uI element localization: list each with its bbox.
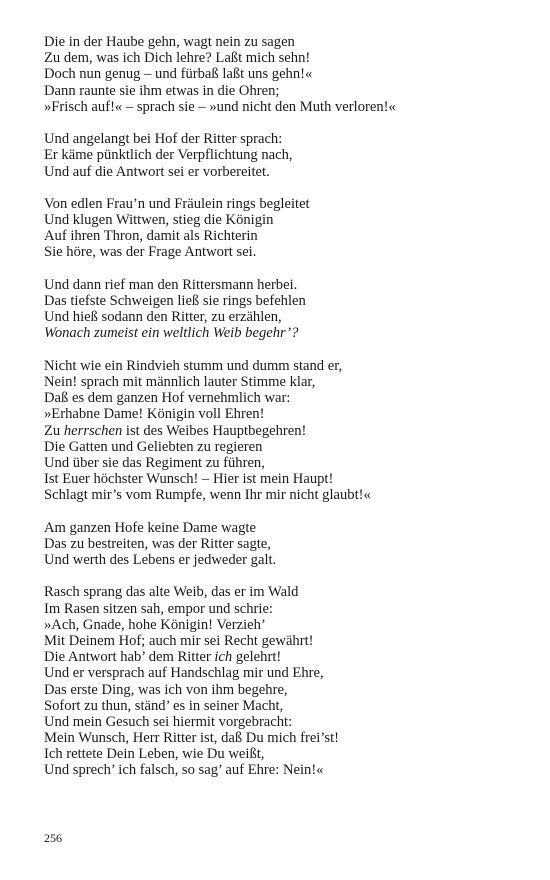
verse-text: Daß es dem ganzen Hof vernehmlich war: bbox=[44, 390, 291, 407]
verse-line bbox=[44, 244, 524, 260]
verse-line bbox=[44, 584, 524, 600]
verse-text: Zu dem, was ich Dich lehre? Laßt mich sehn! bbox=[44, 50, 311, 67]
italic-text: herrschen bbox=[63, 422, 123, 439]
verse-text: Am ganzen Hofe keine Dame wagte bbox=[44, 519, 256, 536]
verse-text: ist des Weibes Hauptbegehren! bbox=[122, 422, 307, 439]
verse-line bbox=[44, 196, 524, 212]
verse-line bbox=[44, 325, 524, 341]
verse-line bbox=[44, 277, 524, 293]
verse-line bbox=[44, 649, 524, 665]
verse-line bbox=[44, 358, 524, 374]
verse-line bbox=[44, 66, 524, 82]
verse-line bbox=[44, 406, 524, 422]
verse-text: Doch nun genug – und fürbaß laßt uns gehn!« bbox=[44, 66, 313, 83]
verse-line bbox=[44, 730, 524, 746]
verse-line bbox=[44, 617, 524, 633]
verse-text: Und auf die Antwort sei er vorbereitet. bbox=[44, 163, 270, 180]
verse-line bbox=[44, 698, 524, 714]
verse-line bbox=[44, 487, 524, 503]
verse-line bbox=[44, 83, 524, 99]
verse-line bbox=[44, 34, 524, 50]
verse-text: Und mein Gesuch sei hiermit vorgebracht: bbox=[44, 713, 293, 730]
verse-line bbox=[44, 131, 524, 147]
italic-text: ich bbox=[214, 649, 233, 666]
verse-text: Rasch sprang das alte Weib, das er im Wald bbox=[44, 584, 299, 601]
verse-text: Er käme pünktlich der Verpflichtung nach, bbox=[44, 147, 293, 164]
verse-text: Und hieß sodann den Ritter, zu erzählen, bbox=[44, 309, 282, 326]
stanza bbox=[44, 520, 524, 569]
verse-text: Das tiefste Schweigen ließ sie rings befehlen bbox=[44, 293, 306, 309]
stanza bbox=[44, 277, 524, 342]
verse-line bbox=[44, 164, 524, 180]
verse-text: Nein! sprach mit männlich lauter Stimme klar, bbox=[44, 373, 316, 390]
verse-text: Im Rasen sitzen sah, empor und schrie: bbox=[44, 600, 273, 617]
verse-text: »Ach, Gnade, hohe Königin! Verzieh’ bbox=[44, 616, 266, 633]
verse-text: Die Antwort hab’ dem Ritter bbox=[44, 649, 215, 666]
verse-line bbox=[44, 228, 524, 244]
verse-line bbox=[44, 633, 524, 649]
verse-line bbox=[44, 536, 524, 552]
verse-line bbox=[44, 147, 524, 163]
verse-line bbox=[44, 762, 524, 778]
verse-text: Die in der Haube gehn, wagt nein zu sagen bbox=[44, 34, 295, 50]
verse-line bbox=[44, 99, 524, 115]
verse-text: »Erhabne Dame! Königin voll Ehren! bbox=[44, 406, 265, 423]
italic-text: Wonach zumeist ein weltlich Weib begehr’? bbox=[44, 325, 299, 342]
verse-text: Ich rettete Dein Leben, wie Du weißt, bbox=[44, 746, 265, 763]
verse-text: Mit Deinem Hof; auch mir sei Recht gewährt! bbox=[44, 632, 314, 649]
verse-line bbox=[44, 439, 524, 455]
stanza bbox=[44, 34, 524, 115]
verse-text: Zu bbox=[44, 422, 64, 439]
page-number: 256 bbox=[44, 831, 62, 845]
verse-line bbox=[44, 309, 524, 325]
poem-page bbox=[44, 34, 524, 795]
verse-line bbox=[44, 714, 524, 730]
verse-line bbox=[44, 293, 524, 309]
verse-line bbox=[44, 455, 524, 471]
verse-text: Die Gatten und Geliebten zu regieren bbox=[44, 438, 263, 455]
stanza bbox=[44, 131, 524, 180]
verse-text: Und sprech’ ich falsch, so sag’ auf Ehre: Nein!« bbox=[44, 762, 324, 779]
verse-line bbox=[44, 520, 524, 536]
verse-line bbox=[44, 665, 524, 681]
verse-text: Und angelangt bei Hof der Ritter sprach: bbox=[44, 131, 283, 148]
verse-text: Und er versprach auf Handschlag mir und Ehre, bbox=[44, 665, 324, 682]
verse-line bbox=[44, 390, 524, 406]
verse-text: Dann raunte sie ihm etwas in die Ohren; bbox=[44, 82, 280, 99]
verse-line bbox=[44, 50, 524, 66]
verse-line bbox=[44, 471, 524, 487]
verse-text: Ist Euer höchster Wunsch! – Hier ist mein Haupt! bbox=[44, 471, 334, 488]
verse-text: Auf ihren Thron, damit als Richterin bbox=[44, 228, 258, 245]
stanza bbox=[44, 358, 524, 504]
verse-text: Nicht wie ein Rindvieh stumm und dumm stand er, bbox=[44, 357, 343, 374]
verse-text: Sofort zu thun, ständ’ es in seiner Macht, bbox=[44, 697, 284, 714]
verse-line bbox=[44, 601, 524, 617]
verse-line bbox=[44, 423, 524, 439]
verse-text: Sie höre, was der Frage Antwort sei. bbox=[44, 244, 257, 261]
verse-line bbox=[44, 374, 524, 390]
verse-text: Und über sie das Regiment zu führen, bbox=[44, 454, 265, 471]
verse-line bbox=[44, 212, 524, 228]
verse-text: Schlagt mir’s vom Rumpfe, wenn Ihr mir nicht glaubt!« bbox=[44, 487, 371, 504]
verse-line bbox=[44, 682, 524, 698]
verse-text: »Frisch auf!« – sprach sie – »und nicht den Muth verloren!« bbox=[44, 98, 396, 115]
verse-text: Von edlen Frau’n und Fräulein rings begleitet bbox=[44, 195, 310, 212]
verse-text: Das erste Ding, was ich von ihm begehre, bbox=[44, 681, 288, 698]
verse-text: Und klugen Wittwen, stieg die Königin bbox=[44, 212, 274, 229]
verse-text: Mein Wunsch, Herr Ritter ist, daß Du mich frei’st! bbox=[44, 730, 340, 747]
verse-text: gelehrt! bbox=[232, 649, 282, 666]
verse-line bbox=[44, 552, 524, 568]
verse-line bbox=[44, 746, 524, 762]
verse-text: Das zu bestreiten, was der Ritter sagte, bbox=[44, 535, 271, 552]
stanza bbox=[44, 584, 524, 778]
verse-text: Und dann rief man den Rittersmann herbei. bbox=[44, 276, 298, 293]
stanza bbox=[44, 196, 524, 261]
verse-text: Und werth des Lebens er jedweder galt. bbox=[44, 552, 277, 568]
